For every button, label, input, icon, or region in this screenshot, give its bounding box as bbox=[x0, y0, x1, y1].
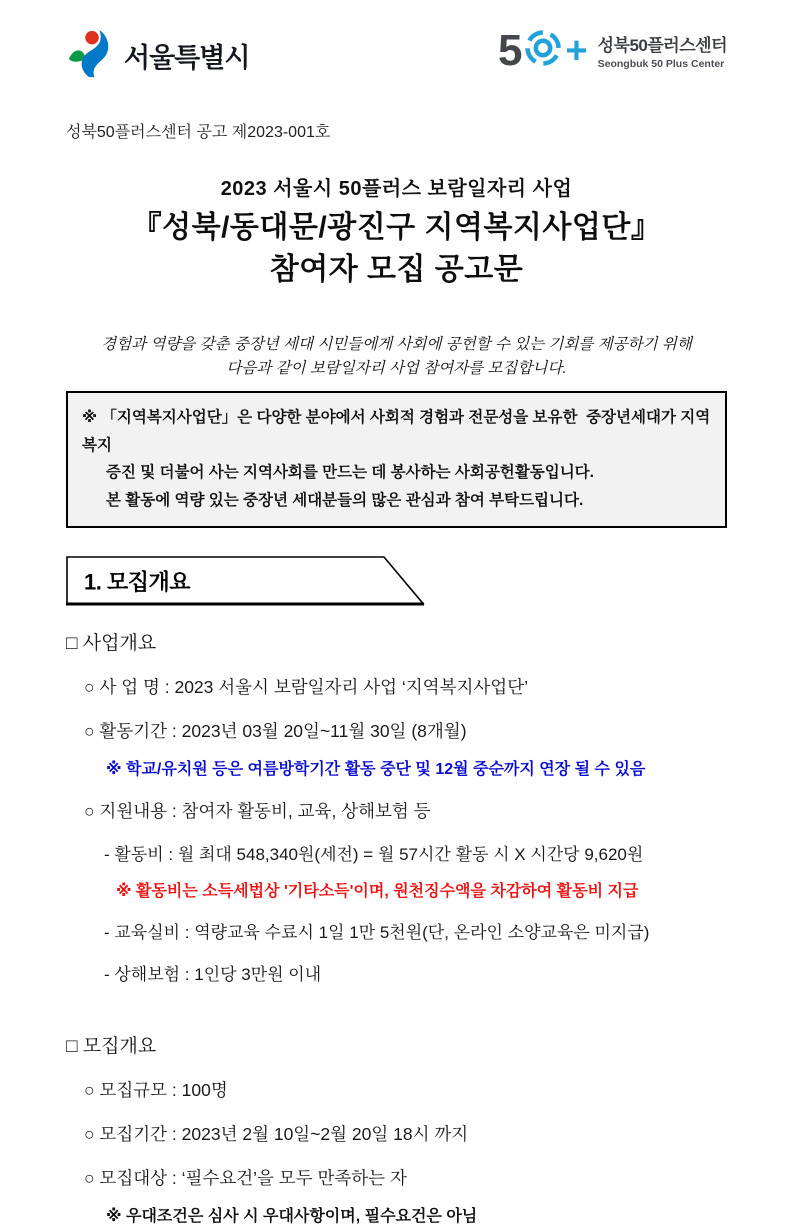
insurance-subitem: - 상해보험 : 1인당 3만원 이내 bbox=[104, 965, 322, 985]
section-1-title: 1. 모집개요 bbox=[84, 569, 190, 595]
fifty-plus-digit: 5 bbox=[497, 25, 523, 75]
education-fee-subitem: - 교육실비 : 역량교육 수료시 1일 1만 5천원(단, 온라인 소양교육은 미지급) bbox=[104, 923, 650, 943]
intro-paragraph bbox=[66, 333, 727, 381]
business-name-item: ○ 사 업 명 : 2023 서울시 보람일자리 사업 ‘지역복지사업단’ bbox=[84, 677, 528, 698]
notice-box bbox=[66, 391, 727, 528]
intro-line2: 다음과 같이 보람일자리 사업 참여자를 모집합니다. bbox=[226, 360, 567, 378]
main-title bbox=[66, 207, 727, 291]
activity-period-note: ※ 학교/유치원 등은 여름방학기간 활동 중단 및 12월 중순까지 연장 될 수 있음 bbox=[106, 761, 646, 779]
program-title: 2023 서울시 50플러스 보람일자리 사업 bbox=[220, 178, 573, 200]
section-1-banner bbox=[66, 556, 426, 606]
recruitment-scale-item: ○ 모집규모 : 100명 bbox=[84, 1080, 228, 1101]
announcement-number: 성북50플러스센터 공고 제2023-001호 bbox=[66, 124, 331, 141]
recruitment-overview-heading: □ 모집개요 bbox=[66, 1036, 157, 1058]
seoul-city-logo bbox=[66, 28, 249, 83]
support-item: ○ 지원내용 : 참여자 활동비, 교육, 상해보험 등 bbox=[84, 801, 431, 822]
seongbuk-50plus-center-logo bbox=[497, 25, 727, 75]
recruitment-period-item: ○ 모집기간 : 2023년 2월 10일~2월 20일 18시 까지 bbox=[84, 1124, 469, 1145]
main-title-line2: 참여자 모집 공고문 bbox=[269, 253, 524, 286]
intro-line1: 경험과 역량을 갖춘 중장년 세대 시민들에게 사회에 공헌할 수 있는 기회를 제공하기 위해 bbox=[101, 336, 692, 353]
document-header bbox=[0, 0, 793, 83]
document-body bbox=[0, 119, 793, 1226]
center-name-block bbox=[598, 31, 727, 70]
activity-period-item: ○ 활동기간 : 2023년 03월 20일~11월 30일 (8개월) bbox=[84, 721, 467, 742]
recruitment-target-note: ※ 우대조건은 심사 시 우대사항이며, 필수요건은 아님 bbox=[106, 1208, 478, 1226]
business-overview-heading: □ 사업개요 bbox=[66, 633, 157, 655]
main-title-line1: 『성북/동대문/광진구 지역복지사업단』 bbox=[131, 211, 662, 244]
activity-fee-tax-note: ※ 활동비는 소득세법상 '기타소득'이며, 원천징수액을 차감하여 활동비 지급 bbox=[116, 883, 639, 901]
fifty-plus-plus-sign: + bbox=[565, 29, 588, 72]
center-name-english: Seongbuk 50 Plus Center bbox=[597, 58, 725, 70]
seoul-city-logo-label: 서울특별시 bbox=[124, 43, 250, 73]
recruitment-target-item: ○ 모집대상 : ‘필수요건’을 모두 만족하는 자 bbox=[84, 1168, 407, 1189]
notice-box-line2: 증진 및 더불어 사는 지역사회를 만드는 데 봉사하는 사회공헌활동입니다. bbox=[106, 464, 594, 482]
activity-fee-subitem: - 활동비 : 월 최대 548,340원(세전) = 월 57시간 활동 시 X 시간당 9,620원 bbox=[104, 845, 644, 865]
notice-box-line3: 본 활동에 역량 있는 중장년 세대분들의 많은 관심과 참여 부탁드립니다. bbox=[106, 491, 584, 509]
fifty-plus-zero-icon bbox=[523, 28, 563, 73]
seoul-city-symbol-icon bbox=[66, 28, 118, 83]
center-name-korean: 성북50플러스센터 bbox=[597, 36, 727, 55]
notice-box-line1: ※ 「지역복지사업단」은 다양한 분야에서 사회적 경험과 전문성을 보유한 중장년세대가 지역복지 bbox=[82, 409, 711, 454]
